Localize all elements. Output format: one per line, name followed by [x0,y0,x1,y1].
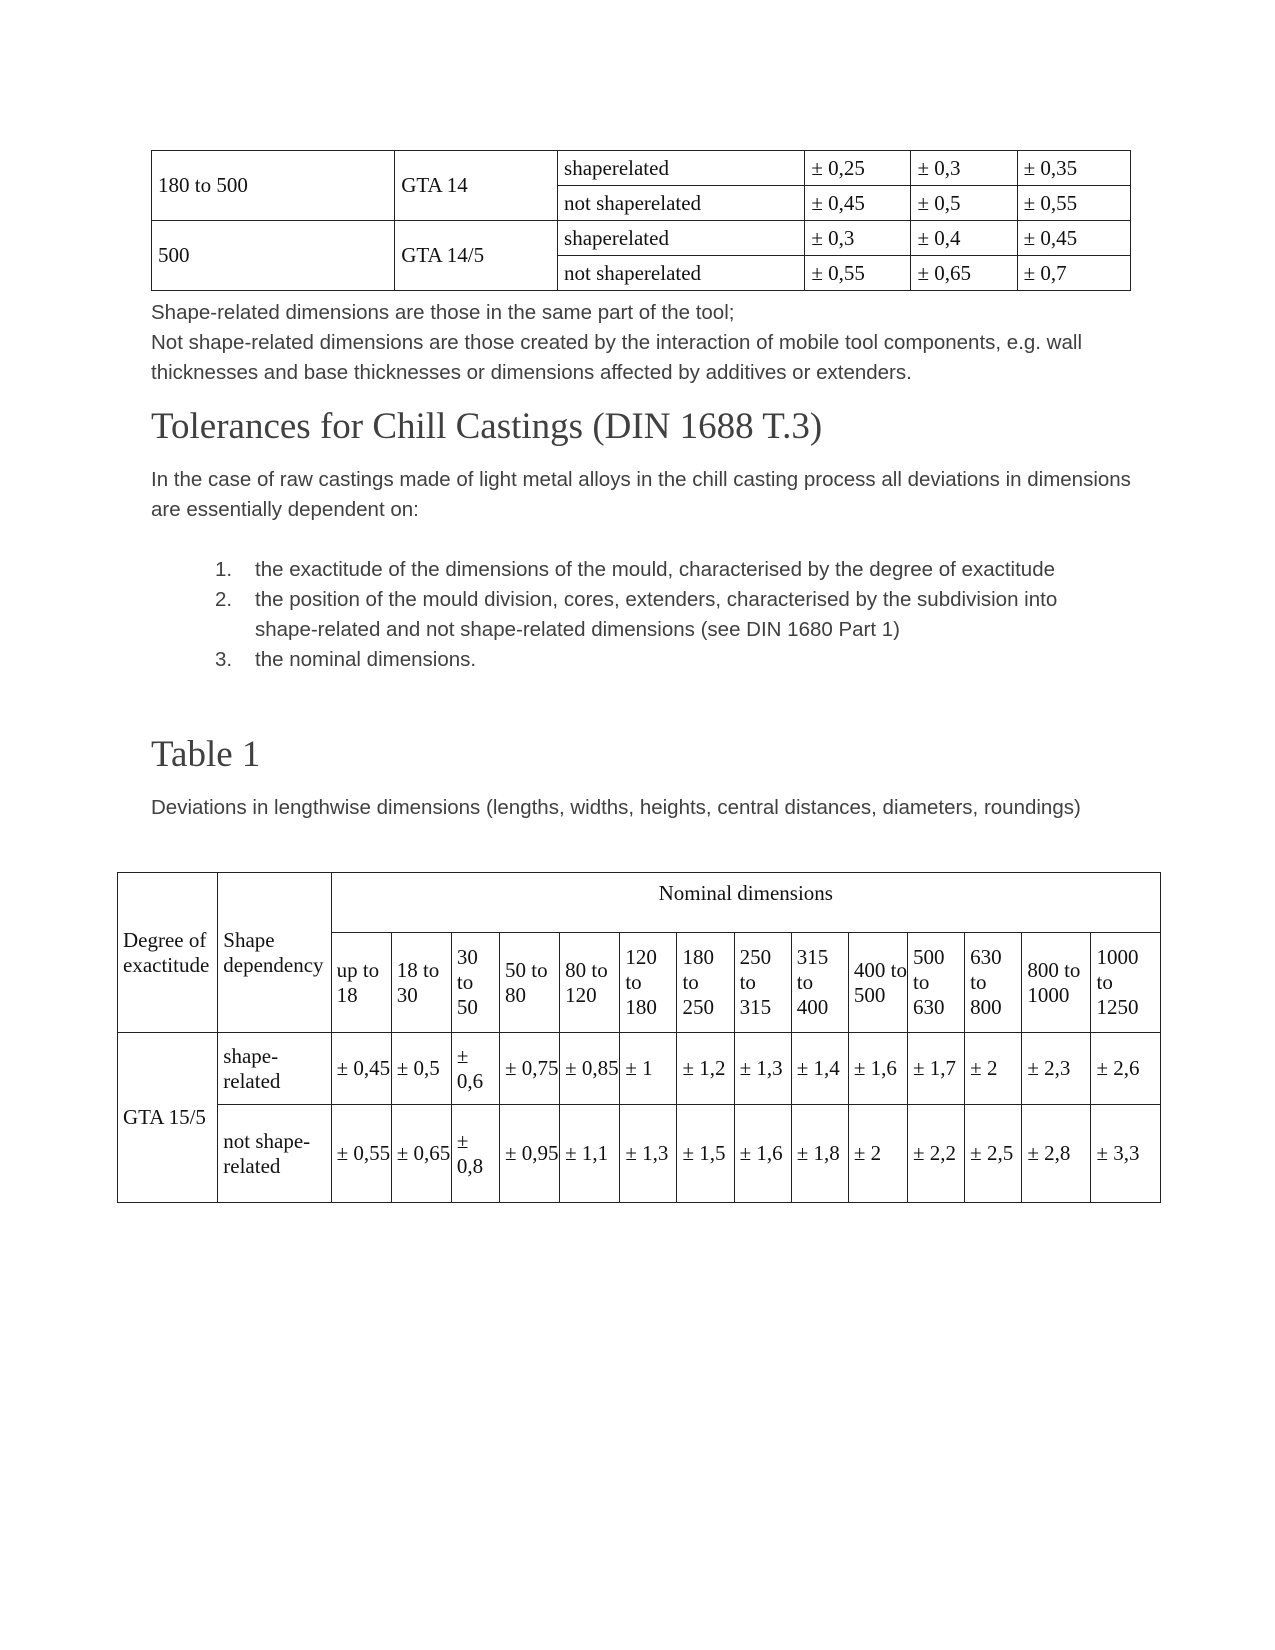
list-number: 1. [215,558,233,581]
value-cell: ± 0,25 [805,151,911,186]
value-cell: ± 2,5 [965,1105,1022,1203]
value-cell: ± 0,65 [911,256,1017,291]
table-row [152,221,1131,256]
list-text: the position of the mould division, cores, extenders, characterised by the subdivision into shape-related and not shape-related dimensions (see DIN 1680 Part 1) [255,588,1058,641]
value-cell: ± 0,35 [1017,151,1130,186]
range-header-cell: 500 to 630 [908,933,965,1033]
range-header-cell: 400 to 500 [848,933,907,1033]
value-cell: ± 3,3 [1091,1105,1161,1203]
range-header-cell: 120 to 180 [620,933,677,1033]
shape-cell: shaperelated [558,221,805,256]
value-cell: ± 2,3 [1022,1033,1091,1105]
list-item [215,585,1115,645]
value-cell: ± 0,7 [1017,256,1130,291]
list-number: 2. [215,588,233,611]
gta-cell: GTA 14/5 [395,221,558,291]
shape-notes [151,298,1131,388]
range-header-cell: 30 to 50 [451,933,499,1033]
range-header-cell: 80 to 120 [560,933,620,1033]
range-header-cell: up to 18 [331,933,391,1033]
value-cell: ± 1,5 [677,1105,734,1203]
grade-cell: GTA 15/5 [118,1033,218,1203]
shape-cell: not shaperelated [558,186,805,221]
value-cell: ± 0,95 [500,1105,560,1203]
factor-list [215,555,1115,675]
deviation-table [117,872,1161,1203]
value-cell: ± 2 [965,1033,1022,1105]
value-cell: ± 0,85 [560,1033,620,1105]
range-header-cell: 800 to 1000 [1022,933,1091,1033]
shape-cell: not shaperelated [558,256,805,291]
value-cell: ± 2,2 [908,1105,965,1203]
table-row [118,1033,1161,1105]
value-cell: ± 0,3 [805,221,911,256]
gta-cell: GTA 14 [395,151,558,221]
table-row [118,1105,1161,1203]
range-header-cell: 180 to 250 [677,933,734,1033]
value-cell: ± 1,6 [848,1033,907,1105]
value-cell: ± 1,8 [791,1105,848,1203]
value-cell: ± 0,45 [1017,221,1130,256]
shape-cell: not shape-related [218,1105,331,1203]
intro-paragraph: In the case of raw castings made of light metal alloys in the chill casting process all deviations in dimensions are essentially dependent on: [151,468,1131,521]
value-cell: ± 0,6 [451,1033,499,1105]
value-cell: ± 0,4 [911,221,1017,256]
value-cell: ± 0,45 [805,186,911,221]
list-text: the exactitude of the dimensions of the mould, characterised by the degree of exactitude [255,558,1055,581]
note-shape-related: Shape-related dimensions are those in the same part of the tool; [151,301,735,324]
table-row [152,151,1131,186]
value-cell: ± 0,45 [331,1033,391,1105]
value-cell: ± 2,8 [1022,1105,1091,1203]
value-cell: ± 1,1 [560,1105,620,1203]
range-header-cell: 50 to 80 [500,933,560,1033]
list-number: 3. [215,648,233,671]
value-cell: ± 1,4 [791,1033,848,1105]
value-cell: ± 0,55 [805,256,911,291]
header-nominal: Nominal dimensions [331,873,1160,933]
range-header-cell: 315 to 400 [791,933,848,1033]
range-cell: 500 [152,221,395,291]
value-cell: ± 0,65 [391,1105,451,1203]
value-cell: ± 1,7 [908,1033,965,1105]
value-cell: ± 1,3 [620,1105,677,1203]
range-header-cell: 18 to 30 [391,933,451,1033]
value-cell: ± 2,6 [1091,1033,1161,1105]
table-header-row [118,873,1161,933]
note-not-shape-related: Not shape-related dimensions are those created by the interaction of mobile tool components, e.g. wall thicknesses and base thicknesses or dimensions affected by additives or extenders. [151,331,1082,384]
value-cell: ± 1,3 [734,1033,791,1105]
value-cell: ± 0,55 [1017,186,1130,221]
list-item [215,555,1115,585]
list-item [215,645,1115,675]
value-cell: ± 0,5 [911,186,1017,221]
range-header-cell: 1000 to 1250 [1091,933,1161,1033]
table-heading: Table 1 [151,734,261,775]
list-text: the nominal dimensions. [255,648,477,671]
value-cell: ± 1,2 [677,1033,734,1105]
value-cell: ± 1,6 [734,1105,791,1203]
table-caption: Deviations in lengthwise dimensions (lengths, widths, heights, central distances, diameters, roundings) [151,796,1081,819]
header-shape: Shape dependency [218,873,331,1033]
value-cell: ± 0,75 [500,1033,560,1105]
range-cell: 180 to 500 [152,151,395,221]
shape-cell: shape-related [218,1033,331,1105]
section-heading: Tolerances for Chill Castings (DIN 1688 T.3) [151,406,823,447]
tolerance-table-continued [151,150,1131,291]
value-cell: ± 2 [848,1105,907,1203]
value-cell: ± 1 [620,1033,677,1105]
value-cell: ± 0,55 [331,1105,391,1203]
value-cell: ± 0,5 [391,1033,451,1105]
shape-cell: shaperelated [558,151,805,186]
range-header-cell: 630 to 800 [965,933,1022,1033]
range-header-cell: 250 to 315 [734,933,791,1033]
value-cell: ± 0,3 [911,151,1017,186]
header-degree: Degree of exactitude [118,873,218,1033]
value-cell: ± 0,8 [451,1105,499,1203]
